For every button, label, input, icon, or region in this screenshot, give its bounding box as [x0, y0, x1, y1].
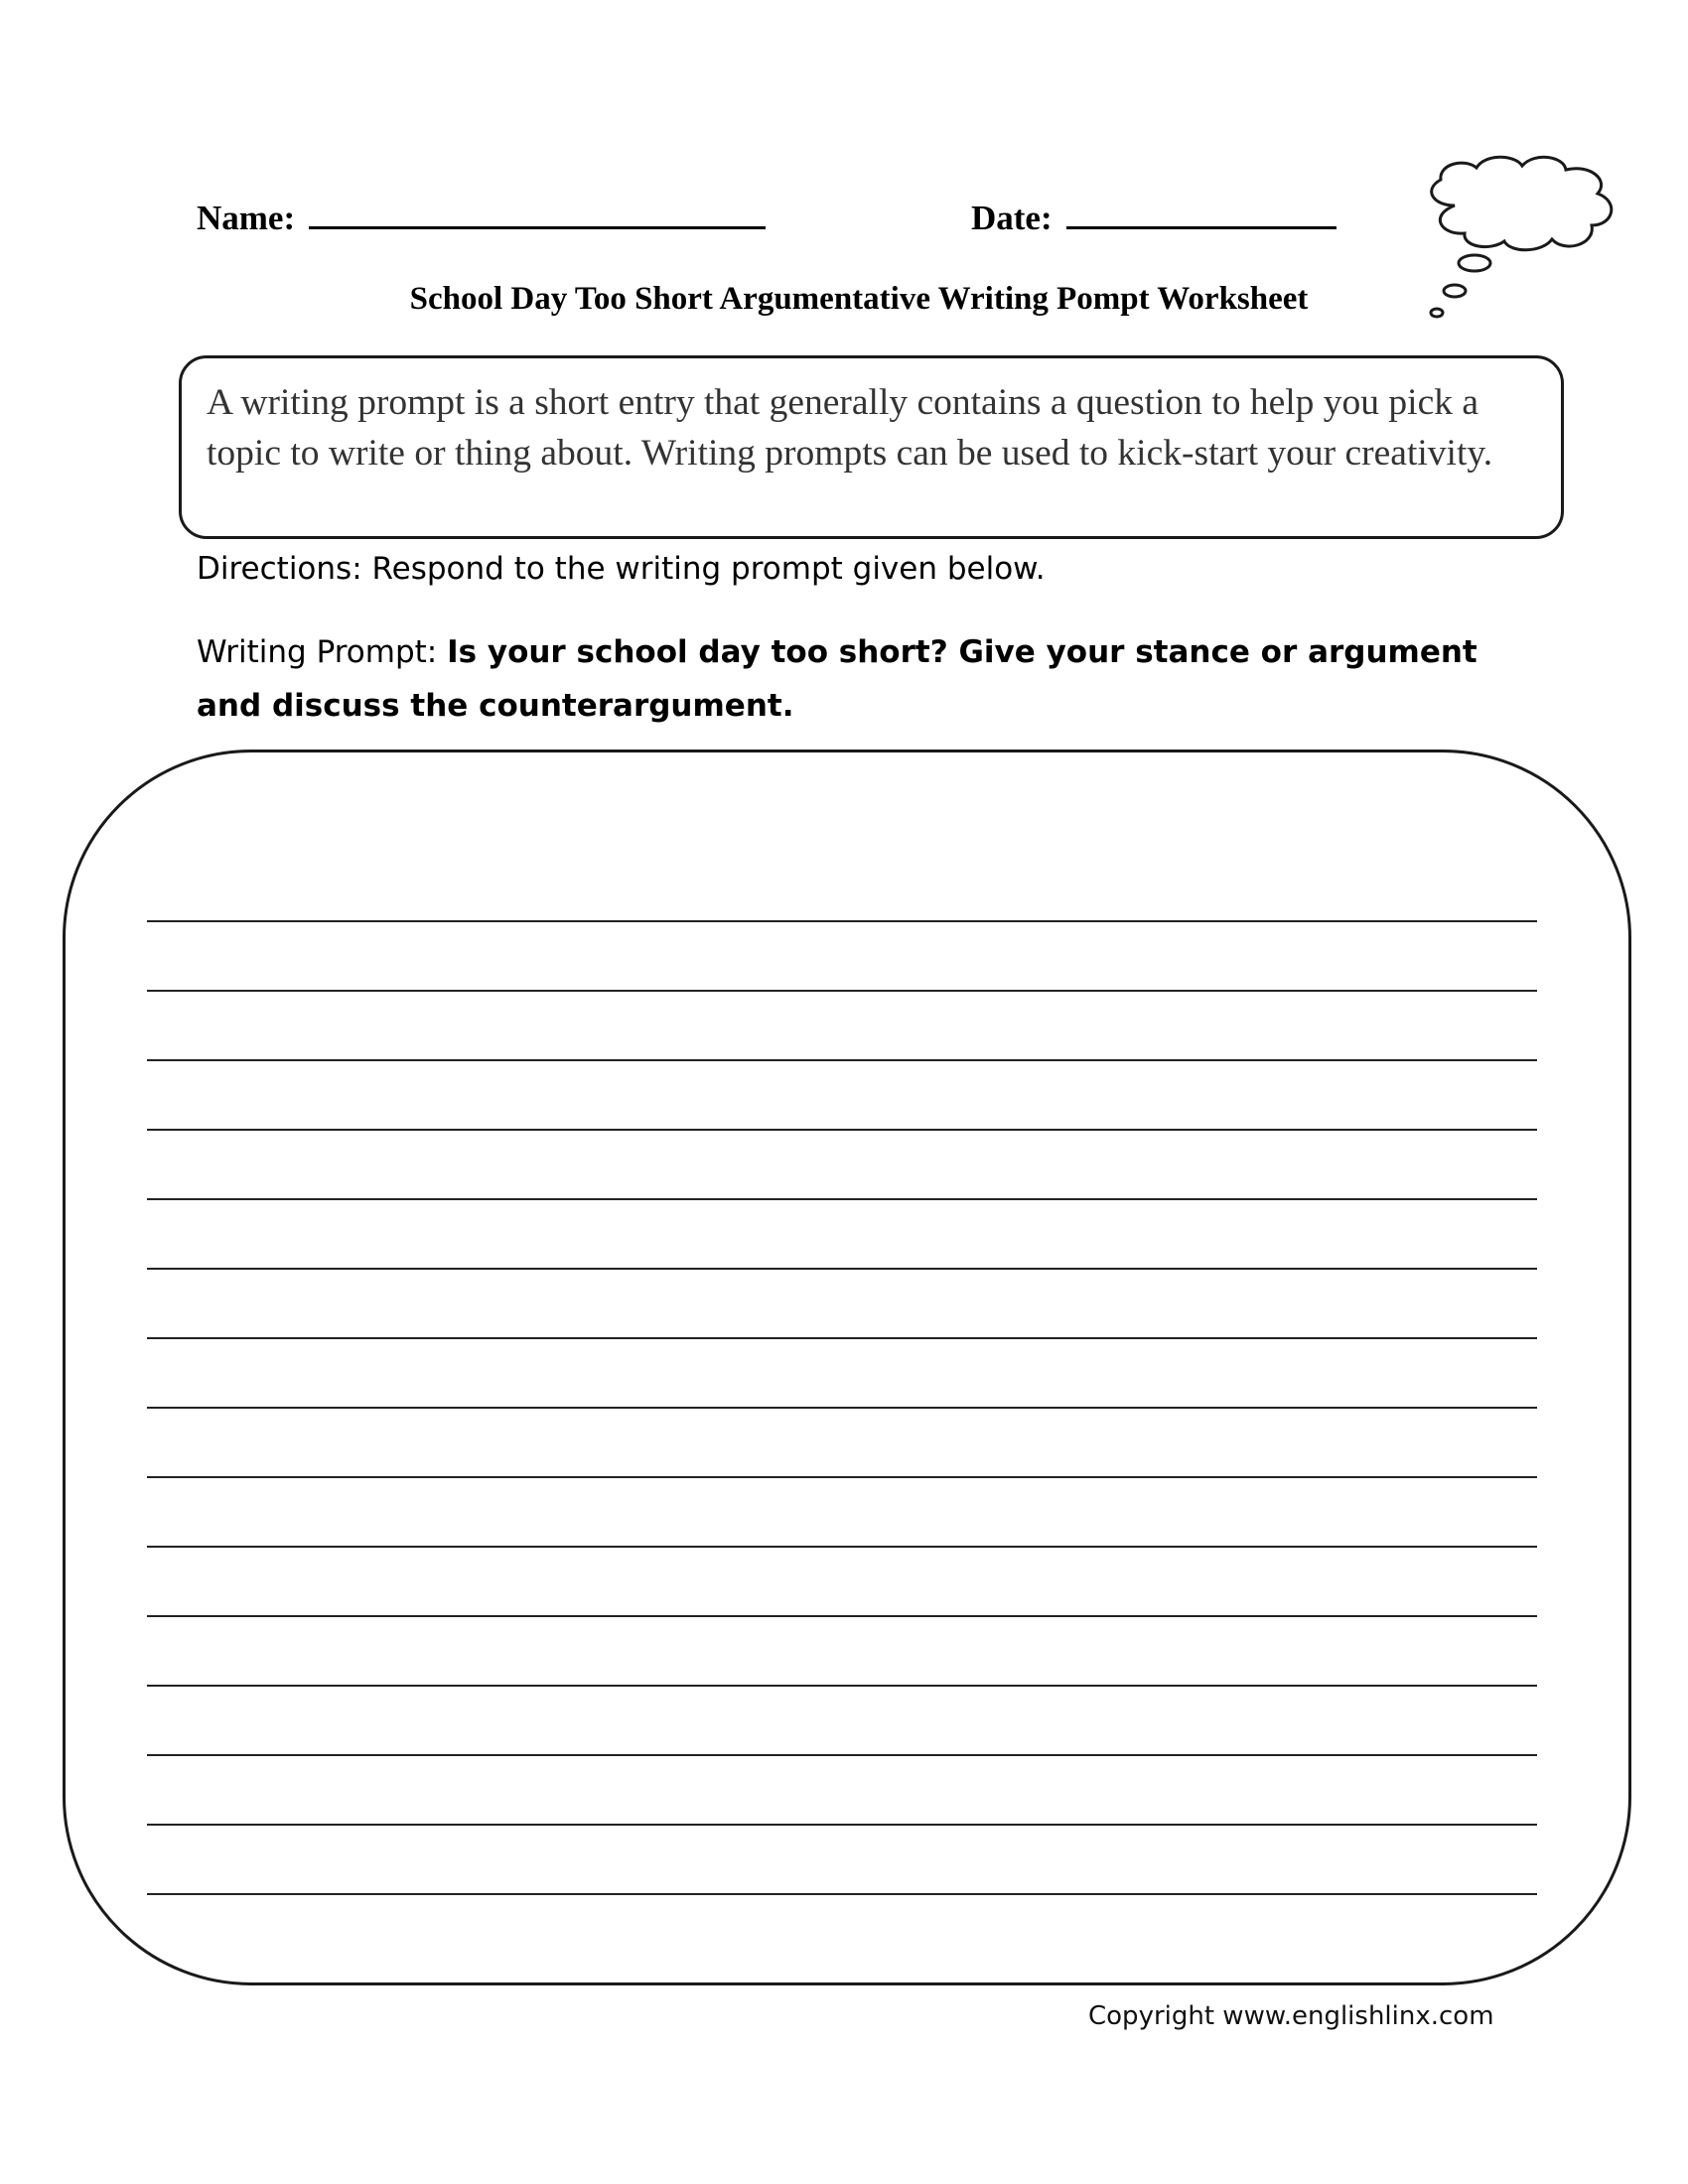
- writing-line[interactable]: [147, 1198, 1537, 1200]
- intro-text: A writing prompt is a short entry that generally contains a question to help you pick a topic to write or thing about. Writing prompts can be used to kick-start your creativity.: [207, 382, 1493, 474]
- writing-prompt: [197, 625, 1507, 733]
- writing-line[interactable]: [147, 1754, 1537, 1756]
- writing-line[interactable]: [147, 1059, 1537, 1061]
- writing-line[interactable]: [147, 1615, 1537, 1617]
- copyright-text: Copyright www.englishlinx.com: [1088, 2001, 1494, 2031]
- writing-line[interactable]: [147, 1476, 1537, 1478]
- worksheet-title: School Day Too Short Argumentative Writing Pompt Worksheet: [409, 281, 1309, 317]
- date-blank-line[interactable]: [1066, 197, 1336, 229]
- name-field-group: [197, 197, 766, 238]
- writing-line[interactable]: [147, 990, 1537, 992]
- intro-box: [179, 355, 1564, 539]
- writing-line[interactable]: [147, 920, 1537, 922]
- prompt-label: Writing Prompt:: [197, 634, 448, 670]
- writing-lines: [66, 752, 1634, 1988]
- date-field-group: [971, 197, 1336, 238]
- writing-line[interactable]: [147, 1268, 1537, 1270]
- writing-line[interactable]: [147, 1129, 1537, 1131]
- directions-text: Directions: Respond to the writing prompt given below.: [197, 551, 1046, 587]
- date-label: Date:: [971, 199, 1053, 237]
- writing-line[interactable]: [147, 1893, 1537, 1895]
- writing-area[interactable]: [63, 750, 1631, 1985]
- writing-line[interactable]: [147, 1685, 1537, 1687]
- writing-line[interactable]: [147, 1546, 1537, 1548]
- writing-line[interactable]: [147, 1407, 1537, 1409]
- prompt-question: Is your school day too short? Give your stance or argument and discuss the counterargument.: [197, 634, 1477, 724]
- writing-line[interactable]: [147, 1337, 1537, 1339]
- name-blank-line[interactable]: [309, 197, 766, 229]
- name-label: Name:: [197, 199, 296, 237]
- writing-line[interactable]: [147, 1824, 1537, 1826]
